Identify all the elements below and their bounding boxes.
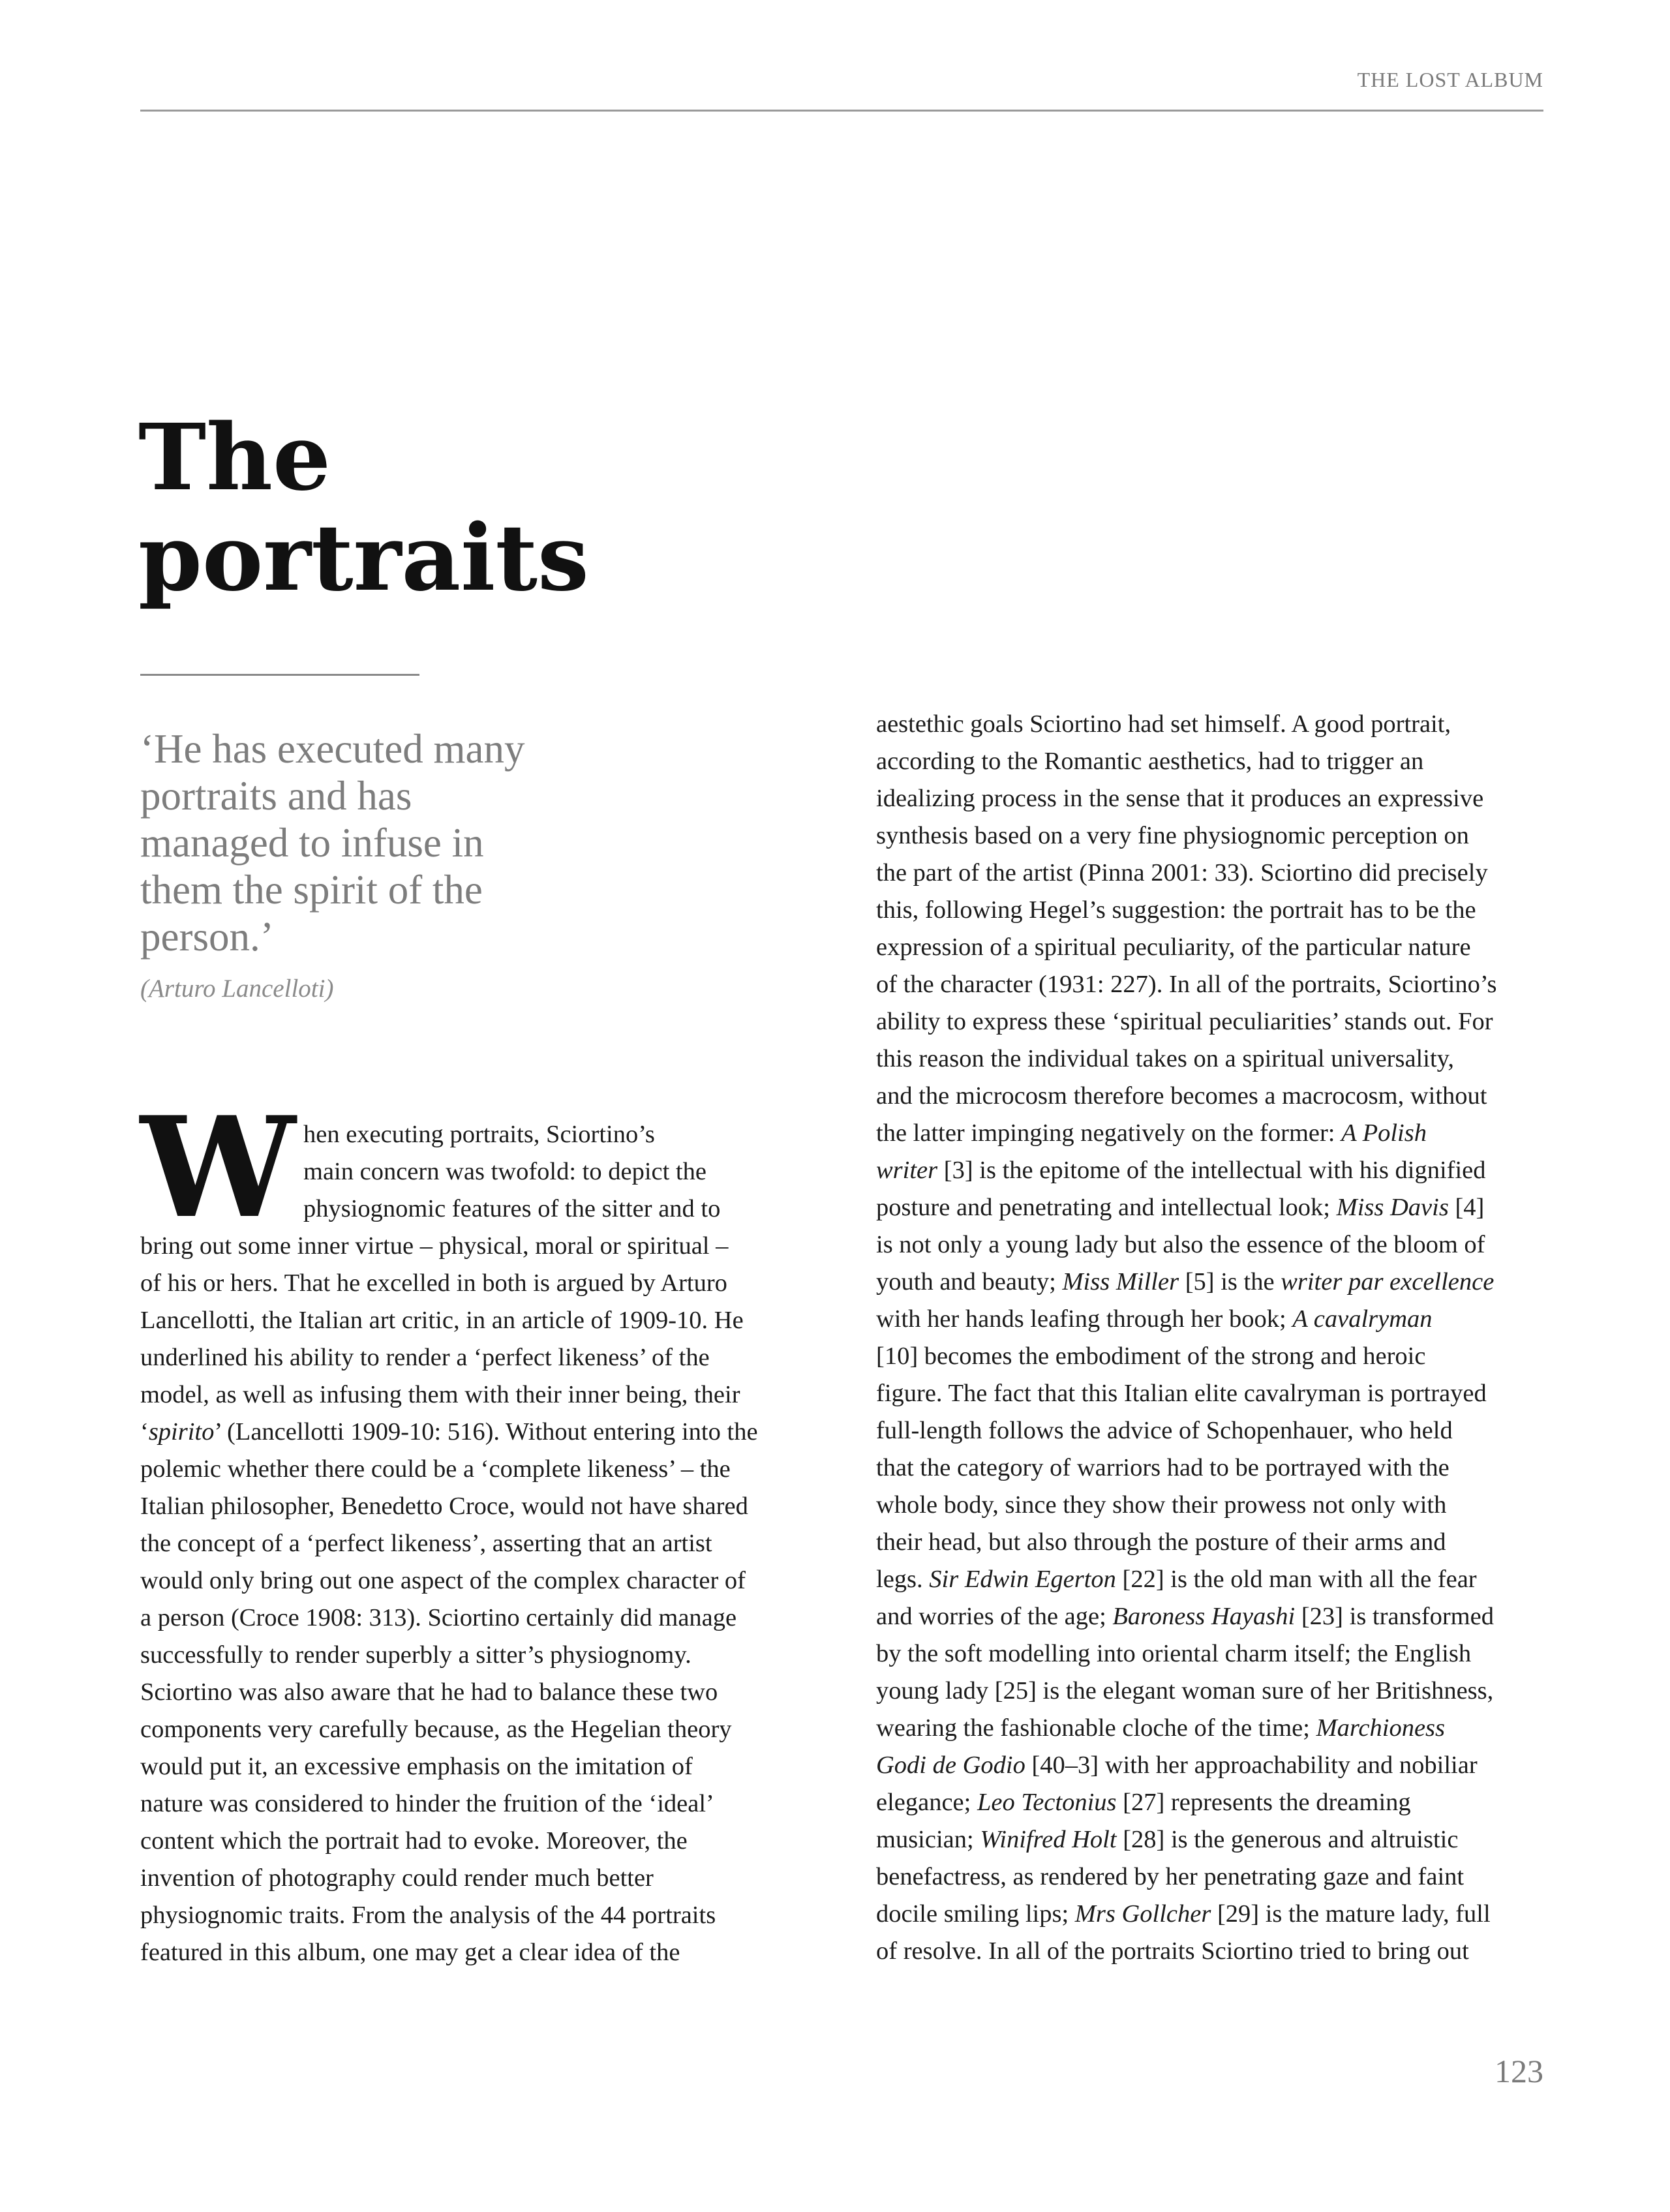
text-line: the part of the artist (Pinna 2001: 33). Sciortino did precisely bbox=[876, 859, 1488, 886]
text-line: youth and beauty; Miss Miller [5] is the writer par excellence bbox=[876, 1268, 1495, 1295]
text-line: docile smiling lips; Mrs Gollcher [29] is the mature lady, full bbox=[876, 1900, 1491, 1928]
text-line: underlined his ability to render a ‘perfect likeness’ of the bbox=[140, 1344, 710, 1371]
text-line: Italian philosopher, Benedetto Croce, would not have shared bbox=[140, 1492, 748, 1520]
body-text-right-column bbox=[876, 706, 1535, 1970]
text-line: young lady [25] is the elegant woman sure of her Britishness, bbox=[876, 1677, 1494, 1704]
text-line: main concern was twofold: to depict the bbox=[303, 1158, 706, 1185]
text-line: Godi de Godio [40–3] with her approachability and nobiliar bbox=[876, 1751, 1478, 1779]
body-text-left-column bbox=[140, 1116, 799, 1971]
text-line: by the soft modelling into oriental charm itself; the English bbox=[876, 1640, 1472, 1667]
text-line: that the category of warriors had to be portrayed with the bbox=[876, 1454, 1450, 1481]
text-line: wearing the fashionable cloche of the time; Marchioness bbox=[876, 1714, 1446, 1742]
text-line: physiognomic features of the sitter and to bbox=[303, 1195, 721, 1222]
text-line: Lancellotti, the Italian art critic, in an article of 1909-10. He bbox=[140, 1307, 744, 1334]
text-line: synthesis based on a very fine physiognomic perception on bbox=[876, 822, 1469, 849]
chapter-title: The portraits bbox=[138, 404, 589, 612]
text-line: elegance; Leo Tectonius [27] represents the dreaming bbox=[876, 1789, 1411, 1816]
text-line: bring out some inner virtue – physical, moral or spiritual – bbox=[140, 1232, 729, 1260]
text-line: this reason the individual takes on a spiritual universality, bbox=[876, 1045, 1455, 1072]
text-line: according to the Romantic aesthetics, had to trigger an bbox=[876, 748, 1424, 775]
text-line: a person (Croce 1908: 313). Sciortino certainly did manage bbox=[140, 1604, 737, 1631]
text-line: with her hands leafing through her book; A cavalryman bbox=[876, 1305, 1433, 1333]
text-line: Sciortino was also aware that he had to balance these two bbox=[140, 1678, 718, 1706]
text-line: polemic whether there could be a ‘complete likeness’ – the bbox=[140, 1455, 731, 1483]
text-line: writer [3] is the epitome of the intellectual with his dignified bbox=[876, 1157, 1486, 1184]
text-line: expression of a spiritual peculiarity, of the particular nature bbox=[876, 933, 1471, 961]
text-line: posture and penetrating and intellectual look; Miss Davis [4] bbox=[876, 1194, 1485, 1221]
text-line: legs. Sir Edwin Egerton [22] is the old man with all the fear bbox=[876, 1566, 1477, 1593]
text-line: musician; Winifred Holt [28] is the generous and altruistic bbox=[876, 1826, 1459, 1853]
text-line: components very carefully because, as the Hegelian theory bbox=[140, 1716, 732, 1743]
text-line: successfully to render superbly a sitter’s physiognomy. bbox=[140, 1641, 691, 1669]
header-rule bbox=[140, 110, 1543, 112]
text-line: idealizing process in the sense that it produces an expressive bbox=[876, 785, 1484, 812]
pull-quote: ‘He has executed many portraits and has managed to infuse in them the spirit of the person.’ bbox=[140, 726, 525, 960]
text-line: their head, but also through the posture of their arms and bbox=[876, 1528, 1446, 1556]
text-line: physiognomic traits. From the analysis of the 44 portraits bbox=[140, 1901, 716, 1929]
text-line: the concept of a ‘perfect likeness’, asserting that an artist bbox=[140, 1530, 712, 1557]
text-line: and worries of the age; Baroness Hayashi [23] is transformed bbox=[876, 1603, 1494, 1630]
text-line: [10] becomes the embodiment of the strong and heroic bbox=[876, 1342, 1426, 1370]
text-line: this, following Hegel’s suggestion: the portrait has to be the bbox=[876, 896, 1476, 924]
text-line: is not only a young lady but also the essence of the bloom of bbox=[876, 1231, 1485, 1258]
text-line: nature was considered to hinder the fruition of the ‘ideal’ bbox=[140, 1790, 714, 1817]
text-line: the latter impinging negatively on the former: A Polish bbox=[876, 1119, 1427, 1147]
text-line: benefactress, as rendered by her penetrating gaze and faint bbox=[876, 1863, 1465, 1890]
title-rule bbox=[140, 674, 419, 676]
text-line: model, as well as infusing them with their inner being, their bbox=[140, 1381, 740, 1408]
text-line: would only bring out one aspect of the complex character of bbox=[140, 1567, 746, 1594]
text-line: and the microcosm therefore becomes a macrocosm, without bbox=[876, 1082, 1487, 1110]
text-line: ‘spirito’ (Lancellotti 1909-10: 516). Without entering into the bbox=[140, 1418, 758, 1446]
quote-attribution: (Arturo Lancelloti) bbox=[140, 975, 334, 1003]
text-line: whole body, since they show their prowess not only with bbox=[876, 1491, 1447, 1519]
text-line: of his or hers. That he excelled in both is argued by Arturo bbox=[140, 1269, 727, 1297]
text-line: content which the portrait had to evoke. Moreover, the bbox=[140, 1827, 688, 1855]
page-number: 123 bbox=[1495, 2053, 1543, 2089]
text-line: of resolve. In all of the portraits Sciortino tried to bring out bbox=[876, 1937, 1469, 1965]
text-line: of the character (1931: 227). In all of the portraits, Sciortino’s bbox=[876, 971, 1497, 998]
text-line: hen executing portraits, Sciortino’s bbox=[303, 1121, 655, 1148]
running-head: THE LOST ALBUM bbox=[1357, 68, 1543, 91]
text-line: full-length follows the advice of Schopenhauer, who held bbox=[876, 1417, 1453, 1444]
drop-cap: W bbox=[140, 1086, 296, 1249]
text-line: figure. The fact that this Italian elite cavalryman is portrayed bbox=[876, 1380, 1487, 1407]
text-line: invention of photography could render much better bbox=[140, 1864, 654, 1892]
text-line: aestethic goals Sciortino had set himself. A good portrait, bbox=[876, 710, 1451, 738]
text-line: would put it, an excessive emphasis on the imitation of bbox=[140, 1753, 693, 1780]
text-line: ability to express these ‘spiritual peculiarities’ stands out. For bbox=[876, 1008, 1493, 1035]
text-line: featured in this album, one may get a clear idea of the bbox=[140, 1939, 680, 1966]
